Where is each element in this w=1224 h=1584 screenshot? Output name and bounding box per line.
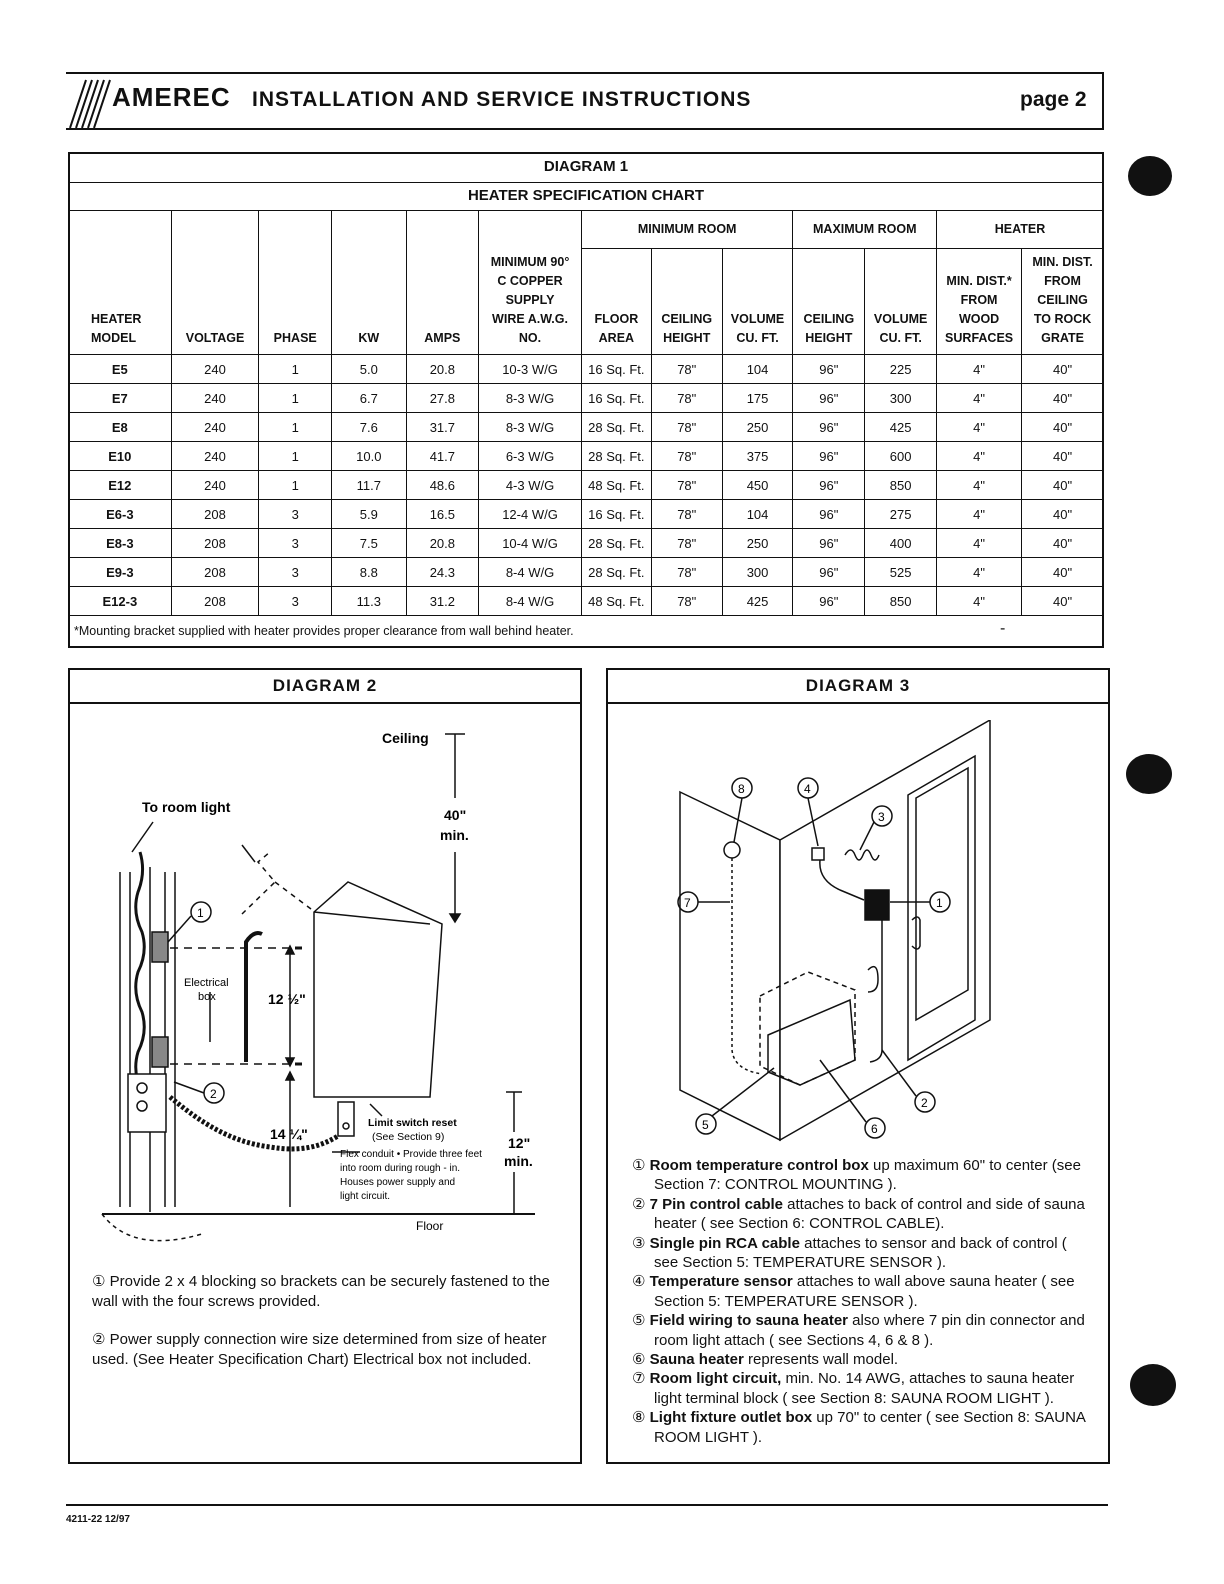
table-row <box>69 355 1104 384</box>
table-cell: 11.3 <box>332 587 406 616</box>
table-cell: 1 <box>259 384 332 413</box>
table-cell: 28 Sq. Ft. <box>581 442 651 471</box>
table-cell: 6-3 W/G <box>479 442 582 471</box>
table-cell: 78" <box>651 558 722 587</box>
table-cell: 275 <box>865 500 937 529</box>
table-cell: 41.7 <box>406 442 479 471</box>
table-cell: 4" <box>937 500 1022 529</box>
legend-bold: 7 Pin control cable <box>649 1195 783 1213</box>
table-cell: 10.0 <box>332 442 406 471</box>
legend-bold: Room temperature control box <box>649 1157 869 1174</box>
table-cell: 16.5 <box>406 500 479 529</box>
table-cell: 16 Sq. Ft. <box>581 384 651 413</box>
col-header: MIN. DIST.* FROM WOOD SURFACES <box>937 249 1022 355</box>
callout-2: 2 <box>210 1087 217 1101</box>
table-cell: 850 <box>865 587 937 616</box>
legend-item <box>632 1350 1092 1369</box>
col-header: VOLUME CU. FT. <box>722 249 793 355</box>
table-cell: 8-4 W/G <box>479 558 582 587</box>
table-cell: 20.8 <box>406 529 479 558</box>
table-cell: E5 <box>69 355 172 384</box>
table-cell: 28 Sq. Ft. <box>581 413 651 442</box>
callout-4: 4 <box>804 782 811 796</box>
table-footnote: *Mounting bracket supplied with heater provides proper clearance from wall behind heater. <box>74 624 574 638</box>
table-cell: 40" <box>1022 413 1104 442</box>
callout-6: 6 <box>871 1122 878 1136</box>
flex-conduit-label: Flex conduit • Provide three feet <box>340 1149 482 1160</box>
col-header: MINIMUM 90° C COPPER SUPPLY WIRE A.W.G. NO. <box>479 211 582 355</box>
table-cell: 850 <box>865 471 937 500</box>
group-header: MAXIMUM ROOM <box>793 211 937 249</box>
diagram2-illustration <box>70 702 580 1262</box>
legend-bold: Single pin RCA cable <box>649 1234 800 1252</box>
diagram2-title: DIAGRAM 2 <box>70 670 580 704</box>
to-room-light-label: To room light <box>142 799 231 815</box>
table-cell: E10 <box>69 442 172 471</box>
table-cell: 5.9 <box>332 500 406 529</box>
forty-min-label: 40" <box>444 807 467 823</box>
table-cell: 1 <box>259 442 332 471</box>
table-cell: 4" <box>937 355 1022 384</box>
table-row <box>69 471 1104 500</box>
table-row <box>69 529 1104 558</box>
table-cell: 28 Sq. Ft. <box>581 558 651 587</box>
table-cell: 3 <box>259 587 332 616</box>
col-header: MIN. DIST. FROM CEILING TO ROCK GRATE <box>1022 249 1104 355</box>
table-cell: 8-3 W/G <box>479 413 582 442</box>
table-cell: 250 <box>722 529 793 558</box>
table-cell: 4" <box>937 413 1022 442</box>
table-cell: 16 Sq. Ft. <box>581 500 651 529</box>
legend-bold: Temperature sensor <box>649 1273 793 1291</box>
table-cell: 96" <box>793 471 865 500</box>
table-cell: 425 <box>865 413 937 442</box>
table-cell: 208 <box>171 558 259 587</box>
table-cell: 7.6 <box>332 413 406 442</box>
legend-item <box>632 1195 1092 1234</box>
table-cell: 1 <box>259 471 332 500</box>
table-cell: E7 <box>69 384 172 413</box>
legend-text: min. No. 14 AWG, attaches to sauna heater light terminal block ( see Section 8: SAUNA ROOM LIGHT ). <box>654 1370 1075 1407</box>
legend-text: attaches to wall above sauna heater ( see Section 5: TEMPERATURE SENSOR ). <box>654 1273 1075 1310</box>
legend-num: ⑤ <box>632 1312 646 1330</box>
brand-name: AMEREC <box>112 82 231 112</box>
legend-text: up 70" to center ( see Section 8: SAUNA ROOM LIGHT ). <box>654 1409 1086 1446</box>
table-cell: 400 <box>865 529 937 558</box>
table-cell: 12-4 W/G <box>479 500 582 529</box>
table-cell: 31.7 <box>406 413 479 442</box>
divider <box>68 182 1104 183</box>
table-cell: 1 <box>259 413 332 442</box>
table-cell: 4" <box>937 471 1022 500</box>
table-cell: 104 <box>722 355 793 384</box>
table-cell: 40" <box>1022 529 1104 558</box>
table-cell: 96" <box>793 558 865 587</box>
table-cell: 40" <box>1022 471 1104 500</box>
table-cell: 78" <box>651 587 722 616</box>
table-cell: E12-3 <box>69 587 172 616</box>
table-cell: 78" <box>651 529 722 558</box>
electrical-box-label: Electrical <box>184 977 229 989</box>
legend-bold: Room light circuit, <box>649 1370 782 1388</box>
table-cell: 96" <box>793 384 865 413</box>
table-cell: 28 Sq. Ft. <box>581 529 651 558</box>
punch-hole <box>1126 754 1172 794</box>
callout-1: 1 <box>197 906 204 920</box>
table-cell: 4" <box>937 442 1022 471</box>
table-cell: 11.7 <box>332 471 406 500</box>
dash-mark: - <box>1000 620 1006 637</box>
form-code: 4211-22 12/97 <box>66 1514 130 1525</box>
callout-2: 2 <box>921 1096 928 1110</box>
table-cell: 300 <box>865 384 937 413</box>
table-cell: 1 <box>259 355 332 384</box>
table-cell: E9-3 <box>69 558 172 587</box>
heater-spec-table <box>68 210 1104 616</box>
legend-text: also where 7 pin din connector and room light attach ( see Sections 4, 6 & 8 ). <box>654 1312 1085 1349</box>
table-cell: 104 <box>722 500 793 529</box>
callout-8: 8 <box>738 782 745 796</box>
table-cell: 4" <box>937 384 1022 413</box>
col-header: AMPS <box>406 211 479 355</box>
table-cell: 96" <box>793 500 865 529</box>
diagram3-title: DIAGRAM 3 <box>608 670 1108 704</box>
table-cell: 10-3 W/G <box>479 355 582 384</box>
callout-7: 7 <box>684 896 691 910</box>
twelve-min-label: 12" <box>508 1135 531 1151</box>
table-cell: 24.3 <box>406 558 479 587</box>
punch-hole <box>1130 1364 1176 1406</box>
table-cell: 48 Sq. Ft. <box>581 587 651 616</box>
legend-bold: Sauna heater <box>649 1351 744 1369</box>
legend-bold: Light fixture outlet box <box>649 1409 813 1427</box>
table-cell: 175 <box>722 384 793 413</box>
page-title: INSTALLATION AND SERVICE INSTRUCTIONS <box>252 88 752 111</box>
legend-num: ② <box>632 1195 646 1213</box>
table-cell: 4-3 W/G <box>479 471 582 500</box>
table-row <box>69 587 1104 616</box>
table-cell: 525 <box>865 558 937 587</box>
legend-num: ⑦ <box>632 1370 646 1388</box>
table-cell: 4" <box>937 529 1022 558</box>
table-cell: 96" <box>793 587 865 616</box>
table-cell: 48 Sq. Ft. <box>581 471 651 500</box>
table-cell: 78" <box>651 384 722 413</box>
col-header: HEATER MODEL <box>69 211 172 355</box>
table-cell: 208 <box>171 529 259 558</box>
legend-text: up maximum 60" to center (see Section 7: CONTROL MOUNTING ). <box>654 1157 1081 1194</box>
table-cell: E12 <box>69 471 172 500</box>
table-cell: E8-3 <box>69 529 172 558</box>
table-cell: 240 <box>171 442 259 471</box>
col-header: FLOOR AREA <box>581 249 651 355</box>
table-cell: 27.8 <box>406 384 479 413</box>
table-cell: 6.7 <box>332 384 406 413</box>
table-cell: 16 Sq. Ft. <box>581 355 651 384</box>
col-header: VOLUME CU. FT. <box>865 249 937 355</box>
table-cell: 225 <box>865 355 937 384</box>
flex-conduit-label: Houses power supply and <box>340 1177 456 1188</box>
legend-num: ③ <box>632 1234 646 1252</box>
table-cell: 8-4 W/G <box>479 587 582 616</box>
diagram2-note-1: ① Provide 2 x 4 blocking so brackets can be securely fastened to the wall with the four screws provided. <box>92 1273 550 1310</box>
punch-hole <box>1128 156 1172 196</box>
table-cell: 78" <box>651 471 722 500</box>
table-cell: 7.5 <box>332 529 406 558</box>
group-header: MINIMUM ROOM <box>581 211 793 249</box>
diagram1-subtitle: HEATER SPECIFICATION CHART <box>467 187 705 204</box>
table-cell: 96" <box>793 355 865 384</box>
table-cell: 300 <box>722 558 793 587</box>
table-cell: 78" <box>651 442 722 471</box>
table-cell: 4" <box>937 558 1022 587</box>
floor-label: Floor <box>416 1219 444 1233</box>
ceiling-label: Ceiling <box>382 730 429 746</box>
table-cell: 3 <box>259 529 332 558</box>
callout-1: 1 <box>936 896 943 910</box>
limit-switch-label: Limit switch reset <box>368 1117 457 1129</box>
flex-conduit-label: into room during rough - in. <box>340 1163 461 1174</box>
legend-item <box>632 1369 1092 1408</box>
table-cell: 40" <box>1022 587 1104 616</box>
table-cell: 5.0 <box>332 355 406 384</box>
diagram2-note-2: ② Power supply connection wire size determined from size of heater used. (See Heater Specification Chart) Electrical box not included. <box>92 1331 547 1368</box>
table-cell: 40" <box>1022 558 1104 587</box>
group-header: HEATER <box>937 211 1104 249</box>
legend-text: attaches to back of control and side of sauna heater ( see Section 6: CONTROL CABLE). <box>654 1195 1085 1233</box>
twelve-half-label: 12 ½" <box>268 991 306 1007</box>
table-cell: 4" <box>937 587 1022 616</box>
table-cell: E6-3 <box>69 500 172 529</box>
table-cell: 208 <box>171 500 259 529</box>
table-cell: 40" <box>1022 500 1104 529</box>
table-cell: 96" <box>793 529 865 558</box>
legend-text: represents wall model. <box>743 1351 899 1369</box>
legend-item <box>632 1156 1092 1195</box>
table-cell: 3 <box>259 558 332 587</box>
col-header: KW <box>332 211 406 355</box>
legend-item <box>632 1408 1092 1447</box>
table-cell: 40" <box>1022 384 1104 413</box>
table-cell: 450 <box>722 471 793 500</box>
electrical-box-label: box <box>198 991 216 1003</box>
fourteen-quarter-label: 14 ¼" <box>270 1126 308 1142</box>
table-cell: 40" <box>1022 355 1104 384</box>
table-row <box>69 558 1104 587</box>
legend-num: ④ <box>632 1273 646 1291</box>
footer-rule <box>66 1504 1108 1506</box>
diagram1-title: DIAGRAM 1 <box>543 158 629 175</box>
legend-item <box>632 1234 1092 1273</box>
twelve-min-label: min. <box>504 1153 533 1169</box>
table-row <box>69 500 1104 529</box>
col-header: CEILING HEIGHT <box>651 249 722 355</box>
diagram3-illustration <box>650 720 1100 1150</box>
table-cell: 425 <box>722 587 793 616</box>
table-cell: 375 <box>722 442 793 471</box>
flex-conduit-label: light circuit. <box>340 1191 391 1202</box>
table-cell: 240 <box>171 355 259 384</box>
table-cell: 8-3 W/G <box>479 384 582 413</box>
amerec-logo <box>66 72 231 128</box>
limit-switch-label: (See Section 9) <box>372 1131 445 1143</box>
diagram3-legend <box>632 1156 1092 1447</box>
table-cell: 240 <box>171 413 259 442</box>
table-row <box>69 442 1104 471</box>
page-number: page 2 <box>1020 88 1087 111</box>
table-cell: 208 <box>171 587 259 616</box>
forty-min-label: min. <box>440 827 469 843</box>
table-cell: 8.8 <box>332 558 406 587</box>
legend-num: ① <box>632 1157 646 1174</box>
legend-item <box>632 1272 1092 1311</box>
table-cell: 240 <box>171 384 259 413</box>
table-cell: 78" <box>651 413 722 442</box>
legend-bold: Field wiring to sauna heater <box>649 1312 848 1330</box>
legend-item <box>632 1311 1092 1350</box>
table-cell: 600 <box>865 442 937 471</box>
table-cell: 240 <box>171 471 259 500</box>
table-cell: E8 <box>69 413 172 442</box>
table-cell: 31.2 <box>406 587 479 616</box>
table-cell: 250 <box>722 413 793 442</box>
table-cell: 96" <box>793 413 865 442</box>
table-row <box>69 384 1104 413</box>
table-row <box>69 413 1104 442</box>
col-header: CEILING HEIGHT <box>793 249 865 355</box>
table-cell: 78" <box>651 355 722 384</box>
table-cell: 20.8 <box>406 355 479 384</box>
legend-num: ⑧ <box>632 1409 646 1427</box>
col-header: VOLTAGE <box>171 211 259 355</box>
callout-3: 3 <box>878 810 885 824</box>
table-cell: 96" <box>793 442 865 471</box>
table-cell: 48.6 <box>406 471 479 500</box>
table-cell: 78" <box>651 500 722 529</box>
table-cell: 3 <box>259 500 332 529</box>
callout-5: 5 <box>702 1118 709 1132</box>
legend-num: ⑥ <box>632 1351 646 1369</box>
legend-text: attaches to sensor and back of control ( see Section 5: TEMPERATURE SENSOR ). <box>654 1234 1067 1272</box>
table-cell: 40" <box>1022 442 1104 471</box>
col-header: PHASE <box>259 211 332 355</box>
table-cell: 10-4 W/G <box>479 529 582 558</box>
